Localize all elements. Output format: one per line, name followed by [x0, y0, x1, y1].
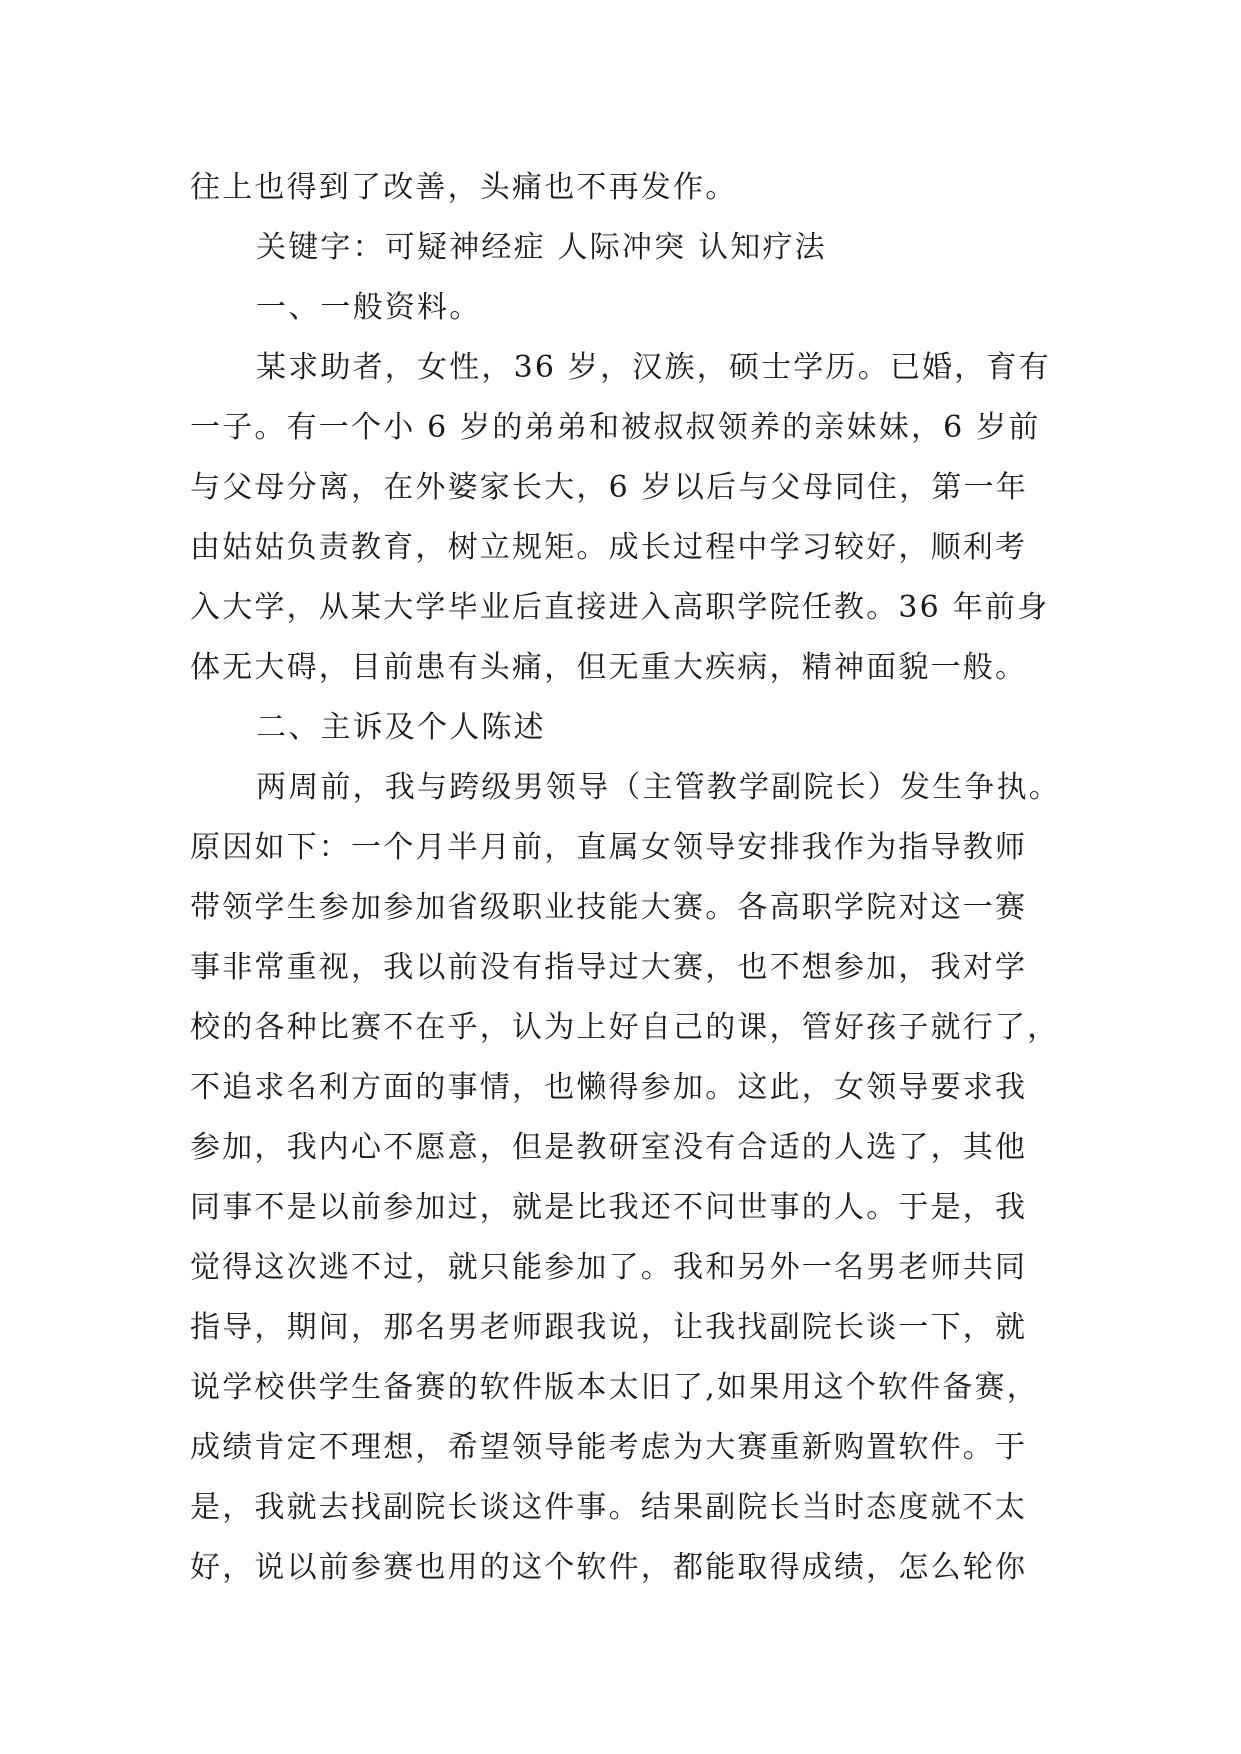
text-line: 体无大碍，目前患有头痛，但无重大疾病，精神面貌一般。	[190, 650, 1028, 685]
text-line: 一、一般资料。	[256, 290, 482, 325]
text-line: 不追求名利方面的事情，也懒得参加。这此，女领导要求我	[190, 1070, 1028, 1105]
text-line: 入大学，从某大学毕业后直接进入高职学院任教。36 年前身	[190, 590, 1050, 625]
text-line: 成绩肯定不理想，希望领导能考虑为大赛重新购置软件。于	[190, 1430, 1028, 1465]
text-line: 觉得这次逃不过，就只能参加了。我和另外一名男老师共同	[190, 1250, 1028, 1285]
text-line: 同事不是以前参加过，就是比我还不问世事的人。于是，我	[190, 1190, 1028, 1225]
text-line: 与父母分离，在外婆家长大，6 岁以后与父母同住，第一年	[190, 470, 1029, 505]
text-line: 带领学生参加参加省级职业技能大赛。各高职学院对这一赛	[190, 890, 1028, 925]
text-line: 一子。有一个小 6 岁的弟弟和被叔叔领养的亲妹妹，6 岁前	[190, 410, 1041, 445]
text-line: 两周前，我与跨级男领导（主管教学副院长）发生争执。	[256, 770, 1061, 805]
text-line: 某求助者，女性，36 岁，汉族，硕士学历。已婚，育有	[256, 350, 1051, 385]
document-body	[190, 158, 1070, 1598]
text-line: 是，我就去找副院长谈这件事。结果副院长当时态度就不太	[190, 1490, 1028, 1525]
text-line: 校的各种比赛不在乎，认为上好自己的课，管好孩子就行了，	[190, 1010, 1060, 1045]
text-line: 说学校供学生备赛的软件版本太旧了,如果用这个软件备赛，	[190, 1370, 1039, 1405]
text-line: 参加，我内心不愿意，但是教研室没有合适的人选了，其他	[190, 1130, 1028, 1165]
text-line: 二、主诉及个人陈述	[256, 710, 546, 745]
text-line: 关键字：可疑神经症 人际冲突 认知疗法	[256, 230, 827, 265]
text-line: 事非常重视，我以前没有指导过大赛，也不想参加，我对学	[190, 950, 1028, 985]
text-line: 原因如下：一个月半月前，直属女领导安排我作为指导教师	[190, 830, 1028, 865]
text-line: 往上也得到了改善，头痛也不再发作。	[190, 170, 738, 205]
text-line: 好，说以前参赛也用的这个软件，都能取得成绩，怎么轮你	[190, 1550, 1028, 1585]
text-line: 指导，期间，那名男老师跟我说，让我找副院长谈一下，就	[190, 1310, 1028, 1345]
text-line: 由姑姑负责教育，树立规矩。成长过程中学习较好，顺利考	[190, 530, 1028, 565]
